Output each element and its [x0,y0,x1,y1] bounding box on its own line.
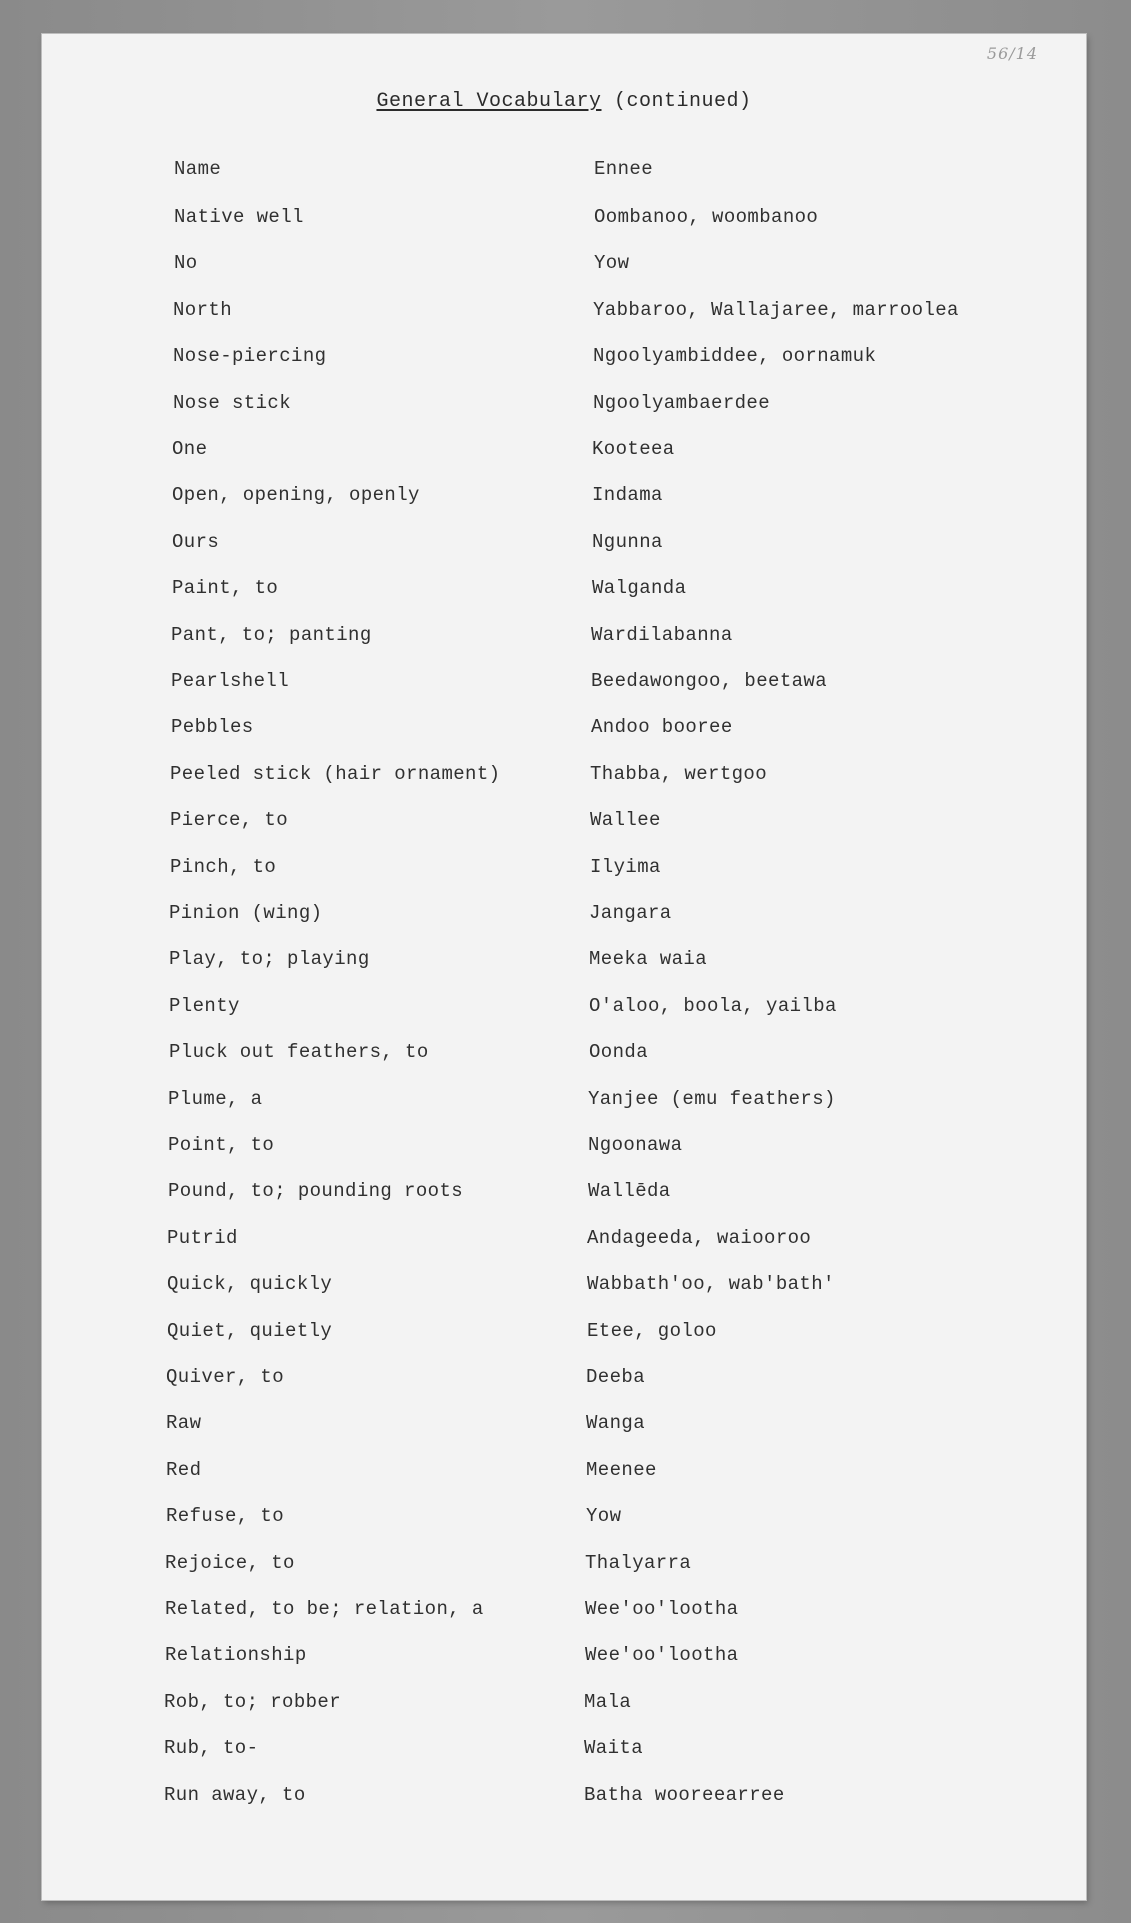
vocabulary-row [42,299,1086,329]
aboriginal-term: Thabba, wertgoo [590,762,768,785]
aboriginal-term: Wabbath'oo, wab'bath' [587,1273,835,1296]
english-term: Quiet, quietly [167,1319,333,1342]
english-term: Open, opening, openly [172,484,420,507]
vocabulary-row [42,624,1086,654]
english-term: Related, to be; relation, a [165,1598,484,1620]
english-term: Run away, to [164,1783,306,1806]
english-term: Play, to; playing [169,948,370,971]
vocabulary-row [42,1088,1086,1118]
vocabulary-row [42,1505,1086,1535]
aboriginal-term: Wee'oo'lootha [585,1598,739,1620]
english-term: Rejoice, to [165,1551,295,1574]
vocabulary-row [42,1552,1086,1582]
aboriginal-term: Andoo booree [591,716,733,739]
column-header-row [42,158,1086,188]
english-term: Pluck out feathers, to [169,1041,429,1064]
vocabulary-row [42,1784,1086,1814]
english-term: Pierce, to [170,809,289,832]
vocabulary-row [42,1041,1086,1071]
aboriginal-term: Oombanoo, woombanoo [594,206,819,228]
vocabulary-row [42,1227,1086,1257]
vocabulary-row [42,809,1086,839]
vocabulary-row [42,948,1086,978]
vocabulary-row [42,1366,1086,1396]
aboriginal-term: Ngunna [592,530,663,553]
aboriginal-term: Oonda [589,1041,649,1064]
vocabulary-row [42,252,1086,282]
aboriginal-term: Yow [586,1505,622,1528]
english-term: Point, to [168,1134,275,1156]
column-header-aboriginal: Ennee [594,158,654,180]
aboriginal-term: Meenee [586,1458,657,1481]
vocabulary-row [42,1691,1086,1721]
vocabulary-row [42,995,1086,1025]
english-term: Pinion (wing) [169,902,323,924]
aboriginal-term: O'aloo, boola, yailba [589,994,837,1017]
vocabulary-row [42,484,1086,514]
aboriginal-term: Deeba [586,1366,646,1388]
vocabulary-row [42,763,1086,793]
english-term: Rub, to- [164,1737,259,1760]
vocabulary-row [42,438,1086,468]
vocabulary-row [42,1459,1086,1489]
english-term: Pant, to; panting [171,623,372,646]
aboriginal-term: Wallee [590,809,661,832]
aboriginal-term: Indama [592,484,663,507]
vocabulary-row [42,1320,1086,1350]
vocabulary-row [42,1180,1086,1210]
aboriginal-term: Ilyima [590,855,661,878]
english-term: North [173,298,233,321]
aboriginal-term: Yanjee (emu feathers) [588,1087,836,1110]
vocabulary-row [42,856,1086,886]
document-page [42,34,1086,1900]
aboriginal-term: Wallēda [588,1180,671,1203]
aboriginal-term: Wardilabanna [591,623,733,646]
english-term: One [172,438,208,460]
aboriginal-term: Beedawongoo, beetawa [591,670,828,692]
english-term: Peeled stick (hair ornament) [170,762,501,785]
english-term: Nose-piercing [173,345,327,368]
english-term: Quick, quickly [167,1273,333,1296]
aboriginal-term: Yow [594,252,630,275]
english-term: Quiver, to [166,1366,285,1388]
folio-number: 56/14 [986,44,1038,63]
aboriginal-term: Jangara [589,902,672,924]
english-term: Raw [166,1412,202,1435]
english-term: Pinch, to [170,855,277,878]
aboriginal-term: Batha wooreearree [584,1783,785,1806]
vocabulary-row [42,206,1086,236]
aboriginal-term: Mala [584,1690,632,1713]
aboriginal-term: Meeka waia [589,948,708,971]
vocabulary-row [42,577,1086,607]
english-term: Rob, to; robber [164,1690,342,1713]
vocabulary-row [42,716,1086,746]
vocabulary-row [42,1273,1086,1303]
vocabulary-row [42,1644,1086,1674]
page-title [42,90,1086,113]
aboriginal-term: Andageeda, waiooroo [587,1226,812,1249]
english-term: Paint, to [172,577,279,600]
english-term: Ours [172,530,220,553]
aboriginal-term: Ngoolyambiddee, oornamuk [593,345,877,368]
english-term: Pearlshell [171,670,290,692]
english-term: Pebbles [171,716,254,739]
aboriginal-term: Wee'oo'lootha [585,1644,739,1667]
column-header-english: Name [174,158,222,180]
aboriginal-term: Etee, goloo [587,1319,717,1342]
vocabulary-row [42,1737,1086,1767]
title-main: General Vocabulary [376,90,602,113]
aboriginal-term: Walganda [592,577,687,600]
aboriginal-term: Ngoonawa [588,1134,683,1156]
english-term: Pound, to; pounding roots [168,1180,464,1203]
english-term: Refuse, to [166,1505,285,1528]
aboriginal-term: Ngoolyambaerdee [593,391,771,414]
vocabulary-row [42,1598,1086,1628]
english-term: Nose stick [173,391,292,414]
vocabulary-row [42,392,1086,422]
english-term: Putrid [167,1226,238,1249]
vocabulary-row [42,1134,1086,1164]
aboriginal-term: Yabbaroo, Wallajaree, marroolea [593,298,959,321]
title-suffix: (continued) [614,90,752,113]
english-term: Native well [174,206,304,228]
english-term: Plume, a [168,1087,263,1110]
aboriginal-term: Kooteea [592,438,675,460]
english-term: No [174,252,198,275]
vocabulary-row [42,531,1086,561]
english-term: Red [166,1458,202,1481]
aboriginal-term: Wanga [586,1412,646,1435]
english-term: Plenty [169,994,240,1017]
vocabulary-row [42,902,1086,932]
aboriginal-term: Thalyarra [585,1551,692,1574]
aboriginal-term: Waita [584,1737,644,1760]
vocabulary-row [42,670,1086,700]
english-term: Relationship [165,1644,307,1667]
vocabulary-row [42,1412,1086,1442]
vocabulary-row [42,345,1086,375]
